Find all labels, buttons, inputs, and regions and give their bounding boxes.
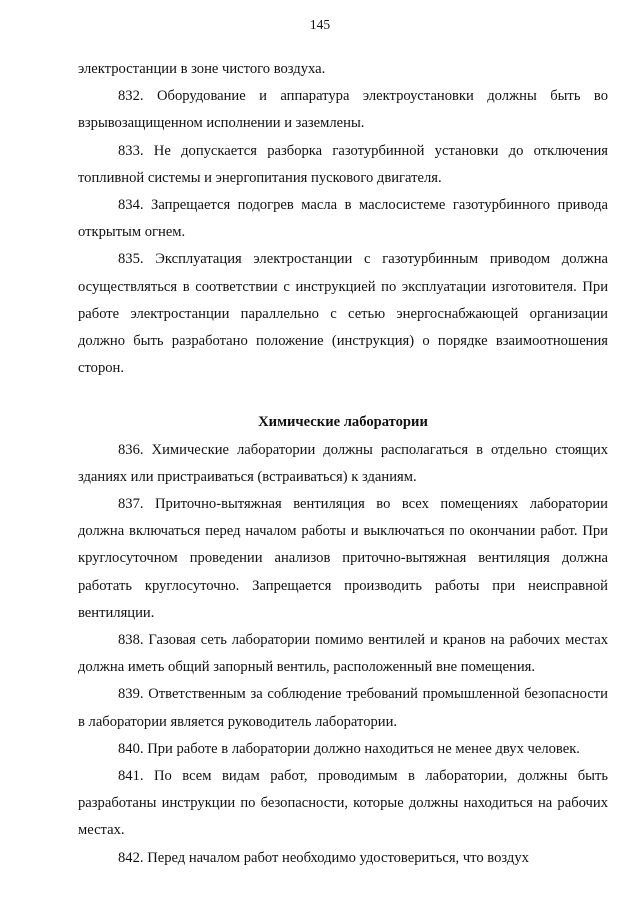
paragraph-840: 840. При работе в лаборатории должно находиться не менее двух человек. xyxy=(118,740,580,757)
paragraph-834: 834. Запрещается подогрев масла в маслосистеме газотурбинного привода открытым огнем. xyxy=(78,197,608,241)
section-spacer xyxy=(78,382,608,409)
paragraph-833: 833. Не допускается разборка газотурбинной установки до отключения топливной системы и энергопитания пускового двигателя. xyxy=(78,142,608,186)
page-number: 145 xyxy=(309,17,331,32)
paragraph-835: 835. Эксплуатация электростанции с газотурбинным приводом должна осуществляться в соответствии с инструкцией по эксплуатации изготовителя. При работе электростанции параллельно с сетью энергоснабжающей организации должно быть разработано положение (инструкция) о порядке взаимоотношения сторон. xyxy=(78,251,608,377)
paragraph-837: 837. Приточно-вытяжная вентиляция во всех помещениях лаборатории должна включаться перед началом работы и выключаться по окончании работ. При круглосуточном проведении анализов приточно-вытяжная вентиляция должна работать круглосуточно. Запрещается производить работы при неисправной вентиляции. xyxy=(78,496,608,621)
paragraph-841: 841. По всем видам работ, проводимым в лаборатории, должны быть разработаны инструкции по безопасности, которые должны находиться на рабочих местах. xyxy=(78,768,608,839)
paragraph-continuation: электростанции в зоне чистого воздуха. xyxy=(78,61,326,77)
paragraph-838: 838. Газовая сеть лаборатории помимо вентилей и кранов на рабочих местах должна иметь общий запорный вентиль, расположенный вне помещения. xyxy=(78,632,608,676)
section-title: Химические лаборатории xyxy=(258,414,428,431)
paragraph-836: 836. Химические лаборатории должны располагаться в отдельно стоящих зданиях или пристраиваться (встраиваться) к зданиям. xyxy=(78,441,608,485)
document-body xyxy=(78,56,608,872)
paragraph-842: 842. Перед началом работ необходимо удостовериться, что воздух xyxy=(118,849,529,866)
paragraph-832: 832. Оборудование и аппаратура электроустановки должны быть во взрывозащищенном исполнении и заземлены. xyxy=(78,88,608,132)
paragraph-839: 839. Ответственным за соблюдение требований промышленной безопасности в лаборатории является руководитель лаборатории. xyxy=(78,686,608,730)
